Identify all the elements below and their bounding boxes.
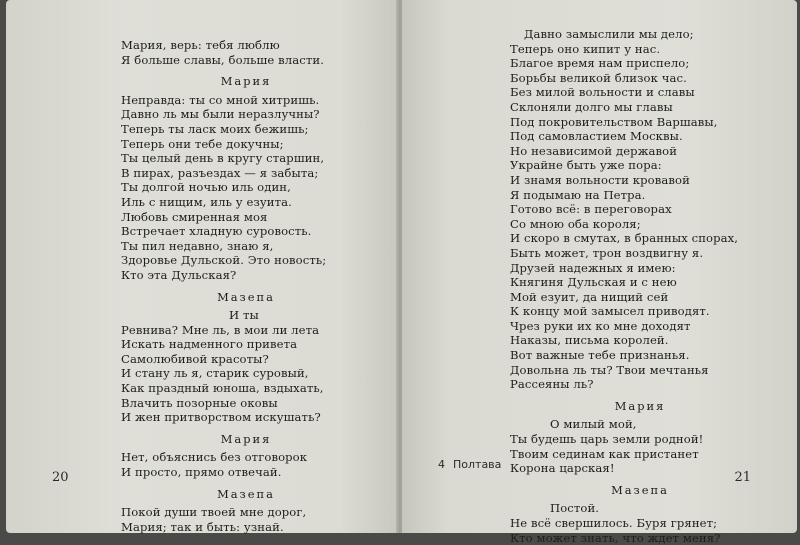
- speaker-heading: Мария: [220, 74, 272, 89]
- verse-line: Встречает хладную суровость.: [121, 224, 312, 239]
- verse-line: И знамя вольности кровавой: [510, 172, 690, 187]
- verse-line: Здоровье Дульской. Это новость;: [121, 253, 327, 268]
- verse-line: Быть может, трон воздвигну я.: [510, 245, 704, 260]
- verse-line: Под покровительством Варшавы,: [510, 114, 718, 129]
- verse-line: И просто, прямо отвечай.: [121, 465, 282, 480]
- verse-line: Борьбы великой близок час.: [510, 70, 687, 85]
- verse-line: Но независимой державой: [510, 143, 678, 158]
- verse-line: Я больше славы, больше власти.: [121, 52, 324, 67]
- verse-line: Друзей надежных я имею:: [510, 260, 676, 275]
- right-page-number: 21: [734, 470, 751, 485]
- verse-line: Ревнива? Мне ль, в мои ли лета: [121, 322, 320, 337]
- speaker-heading: Мазепа: [217, 486, 275, 501]
- right-page-text: [510, 27, 770, 545]
- verse-line: Ты целый день в кругу старшин,: [121, 151, 325, 166]
- verse-line: И скоро в смутах, в бранных спорах,: [510, 231, 739, 246]
- verse-line: Любовь смиренная моя: [121, 209, 268, 224]
- verse-line: Мария; так и быть: узнай.: [121, 519, 284, 534]
- speaker-heading: Мария: [614, 398, 666, 413]
- verse-line: И стану ль я, старик суровый,: [121, 366, 309, 381]
- verse-line: Как праздный юноша, вздыхать,: [121, 381, 324, 396]
- verse-line: Наказы, письма королей.: [510, 333, 669, 348]
- verse-line: Склоняли долго мы главы: [510, 99, 673, 114]
- verse-line: Рассеяны ль?: [510, 377, 594, 392]
- verse-line: Не всё свершилось. Буря грянет;: [510, 516, 718, 530]
- speaker-heading: Мария: [220, 431, 272, 446]
- verse-line: О милый мой,: [550, 417, 637, 432]
- verse-line: Благое время нам приспело;: [510, 56, 690, 71]
- verse-line: Корона царская!: [510, 461, 615, 476]
- left-page-number: 20: [52, 470, 69, 485]
- verse-line: Постой.: [550, 501, 600, 516]
- verse-line: Покой души твоей мне дорог,: [121, 505, 307, 520]
- verse-line: К концу мой замысел приводят.: [510, 304, 710, 319]
- right-page: [402, 0, 797, 545]
- speaker-heading: Мазепа: [611, 482, 669, 497]
- verse-line: Я подымаю на Петра.: [510, 187, 646, 202]
- verse-line: Вот важные тебе признанья.: [510, 348, 690, 363]
- verse-line: Давно ль мы были неразлучны?: [121, 107, 320, 122]
- verse-line: Влачить позорные оковы: [121, 395, 278, 410]
- verse-line: Нет, объяснись без отговорок: [121, 450, 308, 465]
- verse-line: Со мною оба короля;: [510, 216, 641, 231]
- verse-line: Ты будешь царь земли родной!: [510, 432, 704, 447]
- verse-line: Украйне быть уже пора:: [510, 158, 662, 173]
- verse-line: Неправда: ты со мной хитришь.: [121, 92, 320, 107]
- verse-line: Иль с нищим, иль у езуита.: [121, 194, 292, 209]
- verse-line: Княгиня Дульская и с нею: [510, 275, 677, 290]
- signature-title: Полтава: [453, 458, 502, 471]
- verse-line: Самолюбивой красоты?: [121, 351, 269, 366]
- verse-line: Довольна ль ты? Твои мечтанья: [510, 362, 709, 377]
- verse-line: Чрез руки их ко мне доходят: [510, 318, 691, 333]
- signature-number: 4: [438, 458, 445, 471]
- verse-line: И ты: [229, 308, 259, 323]
- verse-line: Теперь ты ласк моих бежишь;: [121, 121, 309, 136]
- verse-line: В пирах, разъездах — я забыта;: [121, 165, 319, 180]
- verse-line: Теперь они тебе докучны;: [121, 136, 284, 151]
- verse-line: Под самовластием Москвы.: [510, 129, 683, 144]
- verse-line: Ты пил недавно, знаю я,: [121, 238, 274, 253]
- verse-line: Готово всё: в переговорах: [510, 202, 672, 217]
- verse-line: Твоим сединам как пристанет: [510, 446, 699, 461]
- verse-line: Кто эта Дульская?: [121, 267, 237, 282]
- speaker-heading: Мазепа: [217, 289, 275, 304]
- verse-line: Давно замыслили мы дело;: [524, 27, 694, 41]
- verse-line: И жен притворством искушать?: [121, 410, 321, 425]
- verse-line: Без милой вольности и славы: [510, 85, 695, 100]
- verse-line: Теперь оно кипит у нас.: [510, 41, 661, 56]
- signature-mark: [438, 458, 509, 471]
- verse-line: Мария, верь: тебя люблю: [121, 38, 280, 52]
- verse-line: Мой езуит, да нищий сей: [510, 289, 669, 304]
- verse-line: Искать надменного привета: [121, 337, 298, 352]
- verse-line: Кто может знать, что ждет меня?: [510, 530, 721, 545]
- left-page-text: [121, 38, 371, 534]
- left-page: [6, 0, 398, 533]
- verse-line: Ты долгой ночью иль один,: [121, 180, 291, 195]
